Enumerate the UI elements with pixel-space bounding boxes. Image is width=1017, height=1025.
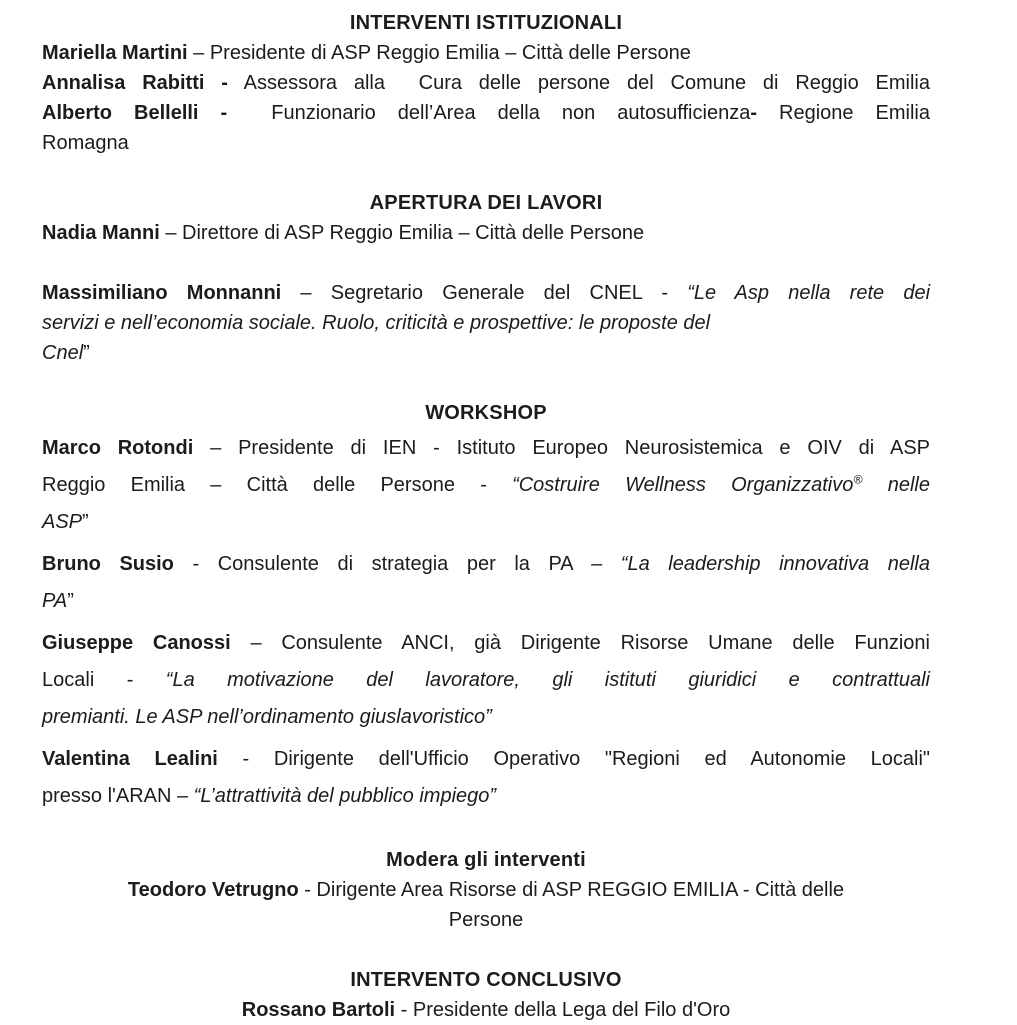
text-line — [42, 995, 930, 1025]
text-segment: Cnel — [42, 342, 84, 364]
text-segment: Locali - — [42, 669, 166, 691]
text-segment: ” — [82, 511, 89, 533]
speaker-name: Nadia Manni — [42, 222, 160, 244]
text-segment: Reggio Emilia – Città delle Persone - — [42, 474, 513, 496]
speaker-entry — [42, 218, 930, 248]
text-line — [42, 778, 930, 815]
speaker-name: Alberto Bellelli - — [42, 102, 228, 124]
text-segment: – Direttore di ASP Reggio Emilia – Città delle Persone — [159, 222, 645, 244]
speaker-name: - — [750, 102, 757, 124]
text-line — [42, 68, 930, 98]
text-line — [42, 278, 930, 308]
text-segment: premianti. Le ASP nell’ordinamento giuslavoristico” — [42, 706, 492, 728]
text-line — [42, 741, 930, 778]
text-line — [42, 430, 930, 467]
text-line — [42, 218, 930, 248]
speaker-entry — [42, 741, 930, 815]
text-segment: “La motivazione del lavoratore, gli istituti giuridici e contrattuali — [165, 669, 930, 691]
text-line — [42, 467, 930, 504]
text-segment: “La leadership innovativa nella — [620, 553, 930, 575]
text-line — [42, 905, 930, 935]
text-segment: Regione Emilia — [757, 102, 930, 124]
text-segment: – Presidente di IEN - Istituto Europeo Neurosistemica e OIV di ASP — [193, 437, 930, 459]
text-line — [42, 625, 930, 662]
speaker-entry — [42, 278, 930, 368]
text-segment: “Le Asp nella rete dei — [687, 282, 931, 304]
sections — [42, 8, 930, 1025]
text-segment: ” — [67, 590, 74, 612]
section-title: INTERVENTI ISTITUZIONALI — [349, 12, 623, 34]
text-line — [42, 338, 930, 368]
text-segment: servizi e nell’economia sociale. Ruolo, criticità e prospettive: le proposte del — [42, 312, 711, 334]
speaker-entry — [42, 875, 930, 935]
speaker-entry — [42, 546, 930, 620]
text-line — [42, 662, 930, 699]
text-line — [42, 308, 930, 338]
section-title: INTERVENTO CONCLUSIVO — [350, 969, 622, 991]
section-title: WORKSHOP — [425, 402, 547, 424]
text-segment: – Consulente ANCI, già Dirigente Risorse Umane delle Funzioni — [230, 632, 930, 654]
text-segment: “Costruire Wellness Organizzativo — [512, 474, 854, 496]
text-segment: Assessora alla Cura delle persone del Comune di Reggio Emilia — [227, 72, 930, 94]
section-title: APERTURA DEI LAVORI — [369, 192, 603, 214]
text-segment: - Presidente della Lega del Filo d'Oro — [395, 999, 731, 1021]
section-modera-gli-interventi — [42, 845, 930, 935]
text-line — [42, 546, 930, 583]
speaker-name: Valentina Lealini — [42, 748, 218, 770]
text-segment: presso l'ARAN – — [42, 785, 194, 807]
text-line — [42, 699, 930, 736]
text-segment: - Consulente di strategia per la PA – — [173, 553, 621, 575]
speaker-name: Teodoro Vetrugno — [127, 879, 299, 901]
speaker-name: Mariella Martini — [42, 42, 188, 64]
speaker-entry — [42, 38, 930, 68]
text-line — [42, 504, 930, 541]
text-segment: ASP — [42, 511, 83, 533]
speaker-name: Giuseppe Canossi — [42, 632, 231, 654]
speaker-entry — [42, 625, 930, 736]
text-segment: - Dirigente Area Risorse di ASP REGGIO EMILIA - Città delle — [298, 879, 845, 901]
speaker-name: Rossano Bartoli — [241, 999, 396, 1021]
text-line — [42, 38, 930, 68]
speaker-name: Marco Rotondi — [42, 437, 194, 459]
speaker-entry — [42, 430, 930, 541]
section-title: Modera gli interventi — [386, 849, 586, 871]
text-segment: Romagna — [42, 132, 129, 154]
text-segment: “L’attrattività del pubblico impiego” — [193, 785, 497, 807]
text-line — [42, 583, 930, 620]
section-intervento-conclusivo — [42, 965, 930, 1025]
text-segment: - Dirigente dell'Ufficio Operativo "Regioni ed Autonomie Locali" — [217, 748, 930, 770]
text-segment: ® — [853, 472, 863, 487]
text-segment: PA — [42, 590, 68, 612]
text-segment: nelle — [862, 474, 930, 496]
speaker-entry — [42, 995, 930, 1025]
text-line — [42, 98, 930, 128]
section-interventi-istituzionali — [42, 8, 930, 158]
speaker-name: Massimiliano Monnanni — [42, 282, 282, 304]
text-segment: – Presidente di ASP Reggio Emilia – Città delle Persone — [187, 42, 691, 64]
text-segment: Funzionario dell’Area della non autosufficienza — [227, 102, 751, 124]
speaker-name: Annalisa Rabitti - — [42, 72, 228, 94]
section-workshop — [42, 398, 930, 815]
text-segment: ” — [83, 342, 90, 364]
speaker-entry — [42, 68, 930, 98]
text-segment: Persone — [448, 909, 524, 931]
text-line — [42, 128, 930, 158]
text-line — [42, 875, 930, 905]
text-segment: – Segretario Generale del CNEL - — [281, 282, 688, 304]
speaker-entry — [42, 98, 930, 158]
section-apertura-dei-lavori — [42, 188, 930, 368]
speaker-name: Bruno Susio — [42, 553, 174, 575]
